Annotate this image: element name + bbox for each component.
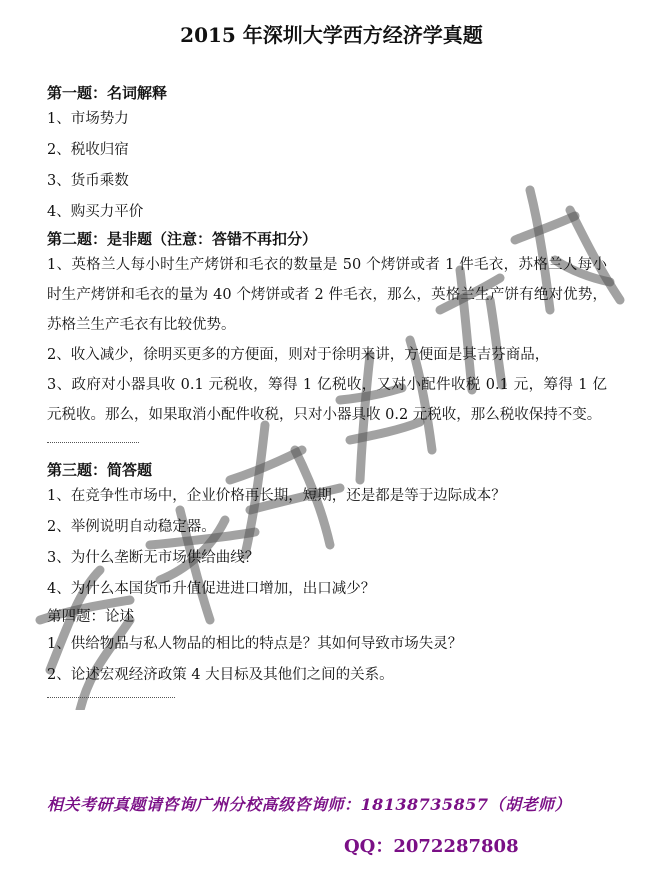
- section-4-heading: 第四题：论述: [47, 609, 134, 625]
- s2-item-3: 3、政府对小器具收 0.1 元税收，筹得 1 亿税收，又对小配件收税 0.1 元，筹得 1 亿元税收。那么，如果取消小配件收税，只对小器具收 0.2 元税收，那么税收保持不变。: [47, 377, 607, 423]
- section-2-heading: 第二题：是非题（注意：答错不再扣分）: [47, 230, 318, 248]
- s4-item-1: 1、供给物品与私人物品的相比的特点是？其如何导致市场失灵？: [47, 636, 463, 652]
- s4-item-2: 2、论述宏观经济政策 4 大目标及其他们之间的关系。: [47, 667, 394, 683]
- s3-item-1: 1、在竞争性市场中，企业价格再长期，短期，还是都是等于边际成本？: [47, 488, 506, 504]
- exam-content: [47, 82, 607, 698]
- s2-item-2: 2、收入减少，徐明买更多的方便面，则对于徐明来讲，方便面是其吉芬商品，: [47, 347, 550, 363]
- s1-item-4: 4、购买力平价: [47, 204, 144, 220]
- s1-item-3: 3、货币乘数: [47, 173, 129, 189]
- s3-item-2: 2、举例说明自动稳定器。: [47, 519, 216, 535]
- s1-item-2: 2、税收归宿: [47, 142, 129, 158]
- contact-line: 相关考研真题请咨询广州分校高级咨询师：18138735857（胡老师）: [47, 795, 571, 814]
- page-title: 2015 年深圳大学西方经济学真题: [180, 23, 483, 47]
- divider: [47, 442, 139, 443]
- section-1-heading: 第一题：名词解释: [47, 84, 168, 102]
- s2-item-1: 1、英格兰人每小时生产烤饼和毛衣的数量是 50 个烤饼或者 1 件毛衣，苏格兰人每小时生产烤饼和毛衣的量为 40 个烤饼或者 2 件毛衣，那么，英格兰生产饼有绝对优势，苏格兰生产毛衣有比较优势。: [47, 257, 607, 333]
- s3-item-4: 4、为什么本国货币升值促进进口增加，出口减少？: [47, 581, 376, 597]
- s1-item-1: 1、市场势力: [47, 111, 129, 127]
- s3-item-3: 3、为什么垄断无市场供给曲线？: [47, 550, 260, 566]
- divider: [47, 697, 175, 698]
- qq-number: QQ：2072287808: [344, 836, 519, 857]
- section-3-heading: 第三题：简答题: [47, 461, 153, 479]
